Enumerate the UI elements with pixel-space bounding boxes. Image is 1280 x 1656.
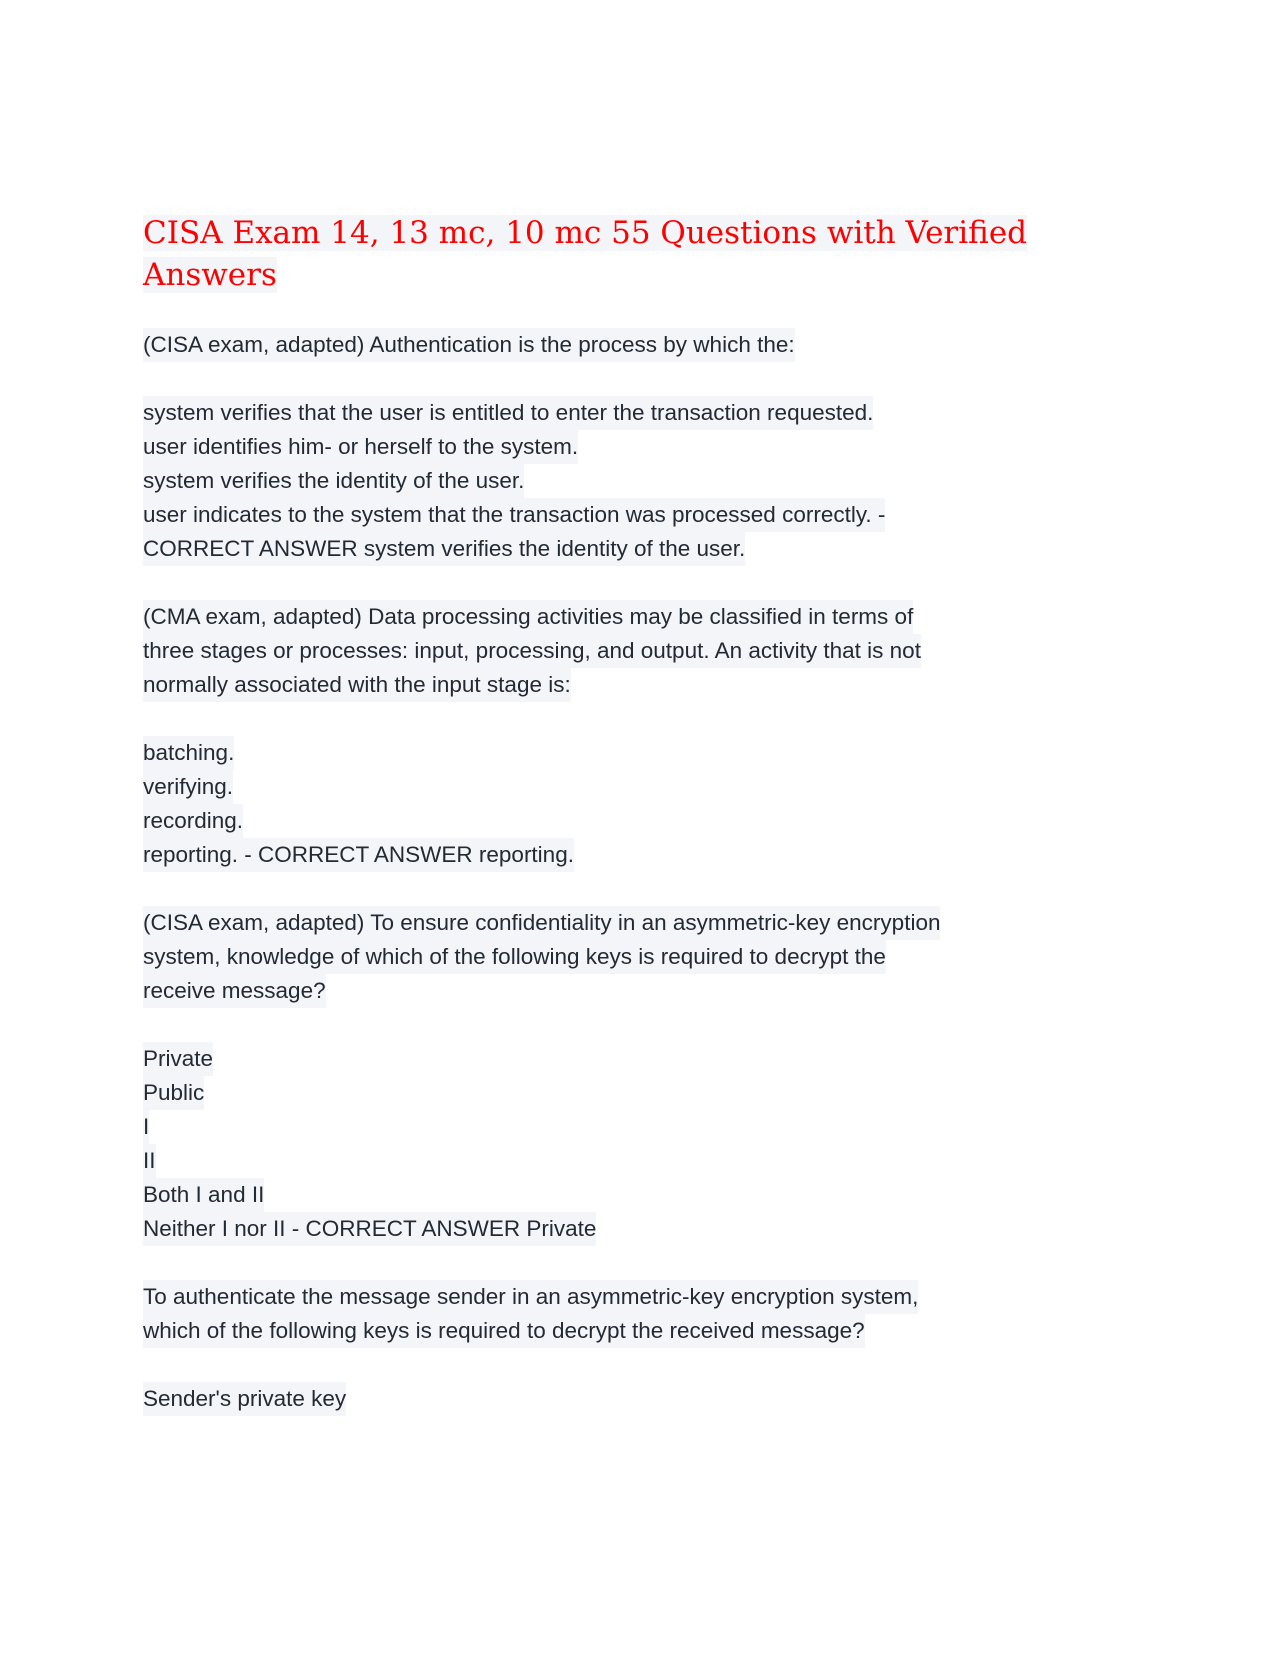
text-line [143,770,1143,804]
blank-line [143,566,1143,600]
line-text: Sender's private key [143,1382,346,1416]
text-line [143,600,1143,634]
line-text: CORRECT ANSWER system verifies the identity of the user. [143,532,745,566]
line-text: (CMA exam, adapted) Data processing activities may be classified in terms of [143,600,913,634]
line-text: recording. [143,804,243,838]
line-text: I [143,1110,149,1144]
text-line [143,1076,1143,1110]
text-line [143,940,1143,974]
line-text: batching. [143,736,234,770]
text-line [143,736,1143,770]
line-text: reporting. - CORRECT ANSWER reporting. [143,838,574,872]
text-line [143,396,1143,430]
text-line [143,328,1143,362]
line-text: verifying. [143,770,233,804]
document-title [143,212,1103,296]
line-text: To authenticate the message sender in an asymmetric-key encryption system, [143,1280,918,1314]
text-line [143,906,1143,940]
title-line: CISA Exam 14, 13 mc, 10 mc 55 Questions with Verified [143,215,1028,251]
text-line [143,1110,1143,1144]
blank-line [143,1348,1143,1382]
text-line [143,838,1143,872]
blank-line [143,702,1143,736]
line-text: II [143,1144,156,1178]
text-line [143,1280,1143,1314]
line-text: which of the following keys is required to decrypt the received message? [143,1314,865,1348]
text-line [143,974,1143,1008]
line-text: system, knowledge of which of the following keys is required to decrypt the [143,940,886,974]
blank-line [143,362,1143,396]
line-text: Public [143,1076,204,1110]
text-line [143,430,1143,464]
text-line [143,1314,1143,1348]
blank-line [143,872,1143,906]
line-text: system verifies the identity of the user. [143,464,524,498]
text-line [143,634,1143,668]
line-text: (CISA exam, adapted) To ensure confidentiality in an asymmetric-key encryption [143,906,940,940]
line-text: Both I and II [143,1178,264,1212]
text-line [143,1382,1143,1416]
text-line [143,498,1143,532]
blank-line [143,1246,1143,1280]
line-text: receive message? [143,974,326,1008]
line-text: user indicates to the system that the transaction was processed correctly. - [143,498,885,532]
line-text: Neither I nor II - CORRECT ANSWER Private [143,1212,596,1246]
line-text: Private [143,1042,213,1076]
line-text: three stages or processes: input, processing, and output. An activity that is not [143,634,921,668]
text-line [143,1144,1143,1178]
text-line [143,464,1143,498]
text-line [143,1212,1143,1246]
line-text: system verifies that the user is entitled to enter the transaction requested. [143,396,873,430]
text-line [143,1178,1143,1212]
text-line [143,532,1143,566]
line-text: normally associated with the input stage is: [143,668,571,702]
document-body [143,328,1143,1416]
blank-line [143,1008,1143,1042]
text-line [143,804,1143,838]
text-line [143,668,1143,702]
line-text: (CISA exam, adapted) Authentication is the process by which the: [143,328,795,362]
text-line [143,1042,1143,1076]
line-text: user identifies him- or herself to the system. [143,430,578,464]
title-line: Answers [143,257,277,293]
